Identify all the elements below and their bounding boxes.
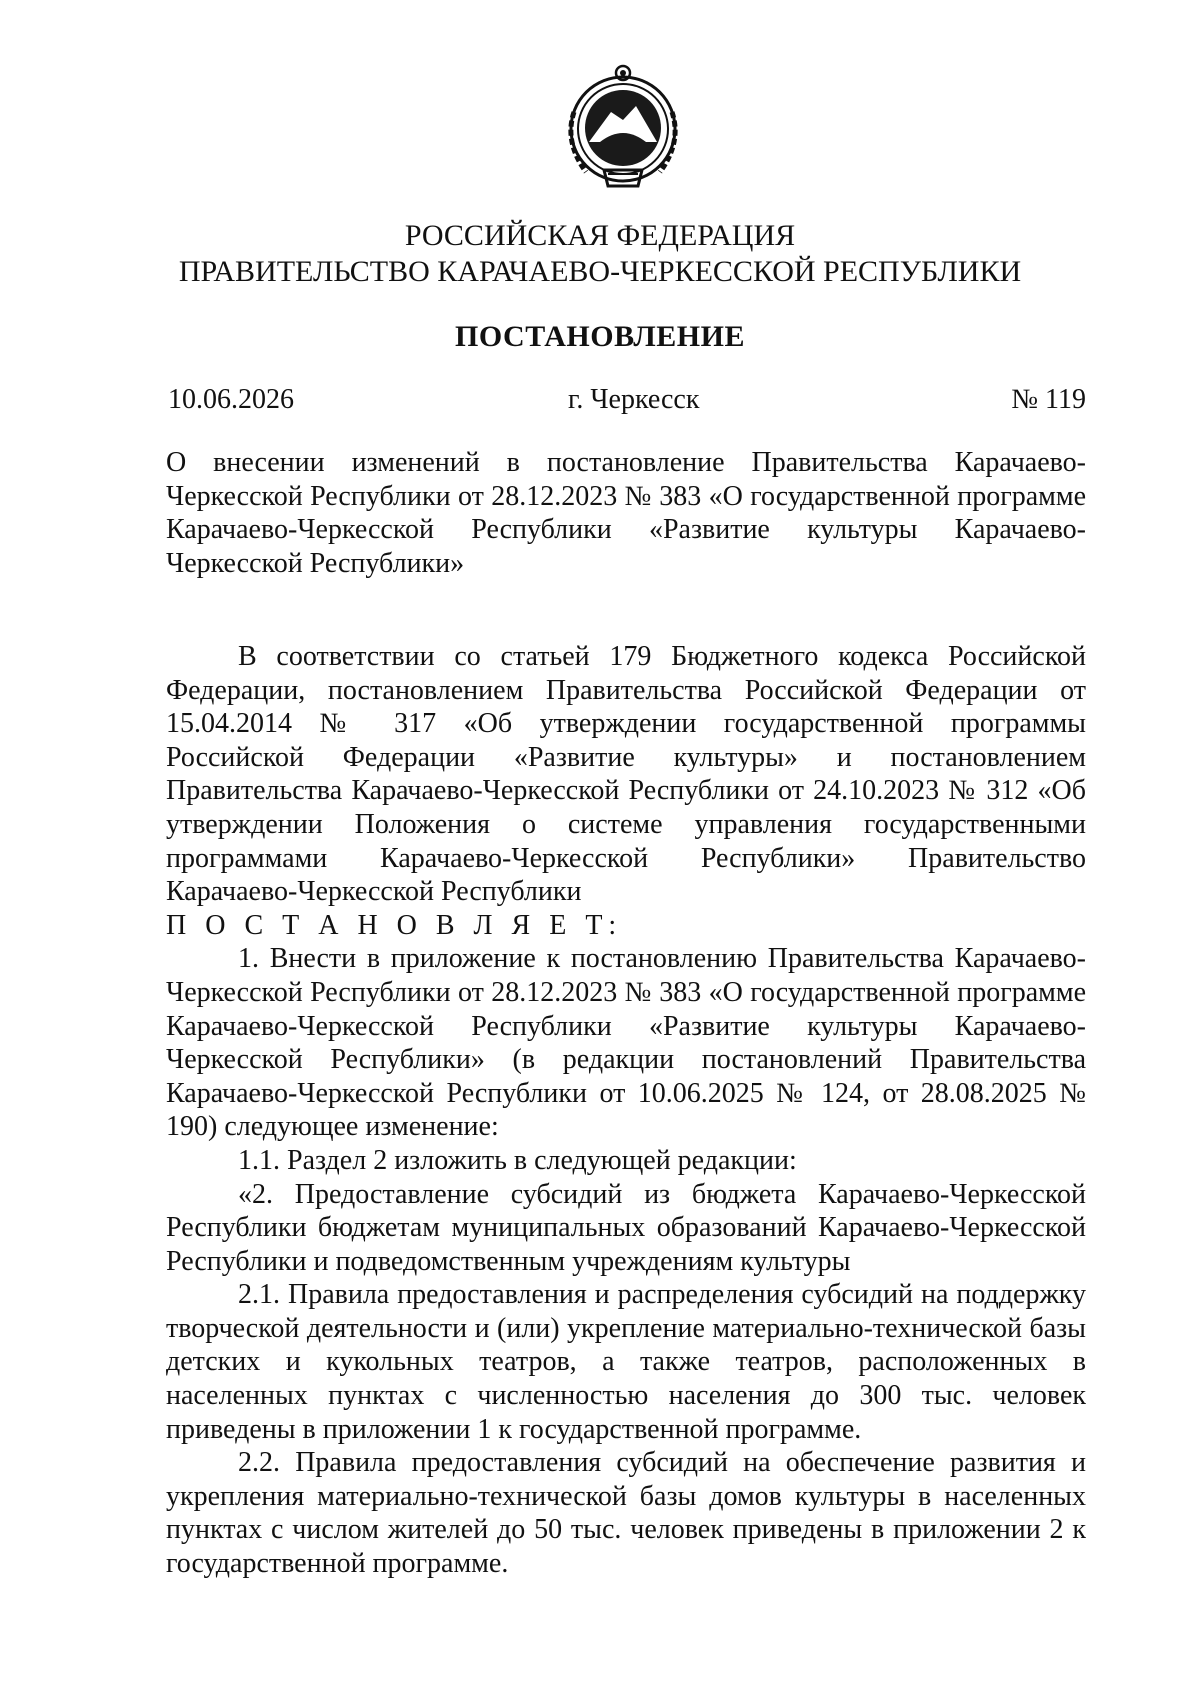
paragraph-1: 1. Внести в приложение к постановлению Правительства Карачаево-Черкесской Республики от 28.12.2023 № 383 «О государственной программе Карачаево-Черкесской Республики «Развитие культуры Карачаево-Черкесской Республики» (в редакции постановлений Правительства Карачаево-Черкесской Республики от 10.06.2025 № 124, от 28.08.2025 № 190) следующее изменение: (166, 943, 1086, 1143)
paragraph-1-1: 1.1. Раздел 2 изложить в следующей редакции: (238, 1144, 797, 1176)
document-subject (166, 446, 1086, 580)
header-federation: РОССИЙСКАЯ ФЕДЕРАЦИЯ (404, 219, 796, 252)
subject-text: О внесении изменений в постановление Правительства Карачаево-Черкесской Республики от 28.12.2023 № 383 «О государственной программе Карачаево-Черкесской Республики «Развитие культуры Карачаево-Черкесской Республики» (166, 447, 1086, 579)
coat-of-arms-emblem (556, 62, 690, 196)
document-body (166, 640, 1086, 1581)
section-2-title: «2. Предоставление субсидий из бюджета Карачаево-Черкесской Республики бюджетам муниципальных образований Карачаево-Черкесской Республики и подведомственным учреждениям культуры (166, 1178, 1086, 1277)
document-number: № 119 (1011, 384, 1086, 415)
paragraph-2-1: 2.1. Правила предоставления и распределения субсидий на поддержку творческой деятельности и (или) укрепление материально-технической базы детских и кукольных театров, а также театров, расположенных в населенных пунктах с численностью населения до 300 тыс. человек приведены в приложении 1 к государственной программе. (166, 1279, 1086, 1445)
paragraph-2-2: 2.2. Правила предоставления субсидий на обеспечение развития и укрепления материально-технической базы домов культуры в населенных пунктах с числом жителей до 50 тыс. человек приведены в приложении 2 к государственной программе. (166, 1447, 1086, 1580)
preamble-paragraph: В соответствии со статьей 179 Бюджетного кодекса Российской Федерации, постановлением Правительства Российской Федерации от 15.04.2014 № 317 «Об утверждении государственной программы Российской Федерации «Развитие культуры» и постановлением Правительства Карачаево-Черкесской Республики от 24.10.2023 № 312 «Об утверждении Положения о системе управления государственными программами Карачаево-Черкесской Республики» Правительство Карачаево-Черкесской Республики (166, 641, 1086, 908)
header-government: ПРАВИТЕЛЬСТВО КАРАЧАЕВО-ЧЕРКЕССКОЙ РЕСПУБЛИКИ (178, 255, 1022, 288)
document-date: 10.06.2026 (168, 384, 294, 415)
document-type-title: ПОСТАНОВЛЕНИЕ (455, 320, 745, 353)
decree-word: П О С Т А Н О В Л Я Е Т: (166, 909, 623, 941)
document-city: г. Черкесск (568, 384, 700, 415)
